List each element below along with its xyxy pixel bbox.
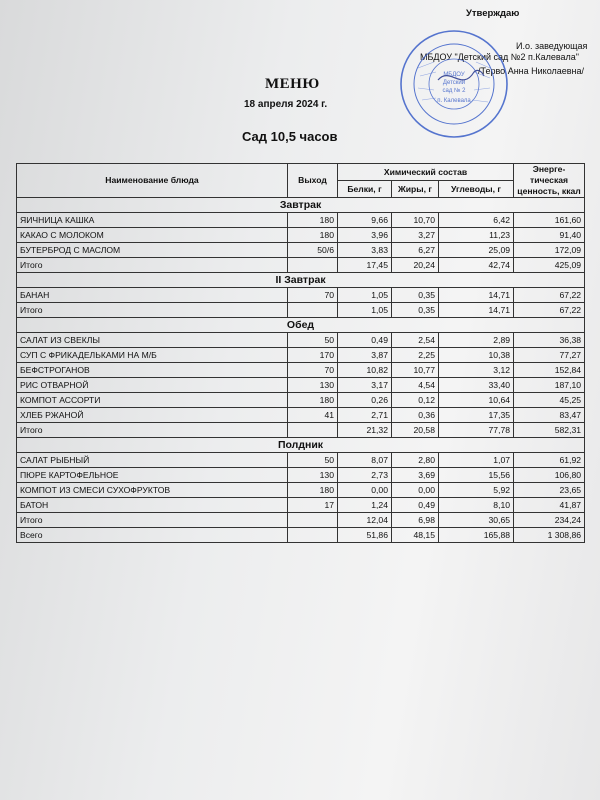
- total-row: [17, 303, 585, 318]
- section-title: II Завтрак: [17, 273, 585, 288]
- grand-total-row: [17, 528, 585, 543]
- dish-carbs: 3,12: [439, 363, 514, 378]
- dish-energy: 172,09: [514, 243, 585, 258]
- section-header-row: [17, 318, 585, 333]
- total-protein: 12,04: [338, 513, 392, 528]
- total-row: [17, 258, 585, 273]
- dish-fat: 4,54: [392, 378, 439, 393]
- table-row: [17, 228, 585, 243]
- table-row: [17, 393, 585, 408]
- dish-portion: 180: [288, 213, 338, 228]
- dish-name: СУП С ФРИКАДЕЛЬКАМИ НА М/Б: [17, 348, 288, 363]
- dish-portion: 180: [288, 393, 338, 408]
- total-energy: 582,31: [514, 423, 585, 438]
- col-header-energy: Энерге-тическая ценность, ккал: [514, 164, 585, 198]
- dish-energy: 67,22: [514, 288, 585, 303]
- dish-portion: 70: [288, 363, 338, 378]
- dish-name: БАТОН: [17, 498, 288, 513]
- dish-portion: 180: [288, 228, 338, 243]
- section-title: Полдник: [17, 438, 585, 453]
- dish-fat: 0,49: [392, 498, 439, 513]
- dish-energy: 61,92: [514, 453, 585, 468]
- total-portion-empty: [288, 423, 338, 438]
- dish-portion: 50: [288, 453, 338, 468]
- dish-energy: 91,40: [514, 228, 585, 243]
- dish-protein: 10,82: [338, 363, 392, 378]
- dish-fat: 0,36: [392, 408, 439, 423]
- dish-energy: 77,27: [514, 348, 585, 363]
- group-name: Сад 10,5 часов: [242, 129, 338, 144]
- dish-name: КАКАО С МОЛОКОМ: [17, 228, 288, 243]
- dish-protein: 9,66: [338, 213, 392, 228]
- grand-total-label: Всего: [17, 528, 288, 543]
- dish-fat: 2,25: [392, 348, 439, 363]
- col-header-chem: Химический состав: [338, 164, 514, 181]
- dish-protein: 2,73: [338, 468, 392, 483]
- dish-carbs: 33,40: [439, 378, 514, 393]
- dish-protein: 2,71: [338, 408, 392, 423]
- dish-name: САЛАТ РЫБНЫЙ: [17, 453, 288, 468]
- table-row: [17, 408, 585, 423]
- total-portion-empty: [288, 258, 338, 273]
- section-header-row: [17, 438, 585, 453]
- dish-protein: 3,17: [338, 378, 392, 393]
- grand-total-energy: 1 308,86: [514, 528, 585, 543]
- dish-fat: 0,35: [392, 288, 439, 303]
- dish-carbs: 10,64: [439, 393, 514, 408]
- total-fat: 6,98: [392, 513, 439, 528]
- dish-fat: 10,70: [392, 213, 439, 228]
- total-protein: 21,32: [338, 423, 392, 438]
- dish-name: БЕФСТРОГАНОВ: [17, 363, 288, 378]
- section-title: Завтрак: [17, 198, 585, 213]
- total-label: Итого: [17, 303, 288, 318]
- dish-protein: 0,00: [338, 483, 392, 498]
- stamp-text-1: МБДОУ: [443, 72, 465, 78]
- dish-protein: 3,83: [338, 243, 392, 258]
- dish-name: ПЮРЕ КАРТОФЕЛЬНОЕ: [17, 468, 288, 483]
- table-row: [17, 288, 585, 303]
- menu-table: [16, 163, 585, 543]
- section-header-row: [17, 273, 585, 288]
- table-row: [17, 378, 585, 393]
- dish-energy: 152,84: [514, 363, 585, 378]
- col-header-carbs: Углеводы, г: [439, 181, 514, 198]
- col-header-name: Наименование блюда: [17, 164, 288, 198]
- dish-name: САЛАТ ИЗ СВЕКЛЫ: [17, 333, 288, 348]
- total-portion-empty: [288, 513, 338, 528]
- total-portion-empty: [288, 303, 338, 318]
- approval-position: И.о. заведующая: [516, 41, 588, 51]
- dish-portion: 170: [288, 348, 338, 363]
- table-row: [17, 498, 585, 513]
- dish-protein: 1,05: [338, 288, 392, 303]
- dish-carbs: 25,09: [439, 243, 514, 258]
- total-row: [17, 423, 585, 438]
- menu-date: 18 апреля 2024 г.: [244, 99, 328, 110]
- dish-carbs: 17,35: [439, 408, 514, 423]
- dish-fat: 0,00: [392, 483, 439, 498]
- total-fat: 0,35: [392, 303, 439, 318]
- dish-carbs: 11,23: [439, 228, 514, 243]
- dish-portion: 50/6: [288, 243, 338, 258]
- stamp-text-4: п. Калевала: [437, 98, 471, 104]
- dish-fat: 0,12: [392, 393, 439, 408]
- total-protein: 1,05: [338, 303, 392, 318]
- dish-carbs: 2,89: [439, 333, 514, 348]
- dish-portion: 17: [288, 498, 338, 513]
- table-row: [17, 333, 585, 348]
- dish-fat: 3,27: [392, 228, 439, 243]
- dish-protein: 1,24: [338, 498, 392, 513]
- dish-protein: 3,87: [338, 348, 392, 363]
- total-energy: 234,24: [514, 513, 585, 528]
- total-fat: 20,58: [392, 423, 439, 438]
- stamp-text-3: сад № 2: [442, 88, 466, 94]
- grand-total-portion-empty: [288, 528, 338, 543]
- table-row: [17, 213, 585, 228]
- total-energy: 425,09: [514, 258, 585, 273]
- dish-name: ЯИЧНИЦА КАШКА: [17, 213, 288, 228]
- dish-portion: 70: [288, 288, 338, 303]
- dish-energy: 161,60: [514, 213, 585, 228]
- dish-carbs: 1,07: [439, 453, 514, 468]
- dish-portion: 130: [288, 468, 338, 483]
- dish-carbs: 10,38: [439, 348, 514, 363]
- dish-carbs: 14,71: [439, 288, 514, 303]
- dish-name: БАНАН: [17, 288, 288, 303]
- approval-person: /Терво Анна Николаевна/: [478, 66, 585, 76]
- dish-protein: 3,96: [338, 228, 392, 243]
- total-energy: 67,22: [514, 303, 585, 318]
- table-row: [17, 453, 585, 468]
- dish-fat: 3,69: [392, 468, 439, 483]
- dish-portion: 41: [288, 408, 338, 423]
- dish-protein: 0,49: [338, 333, 392, 348]
- dish-energy: 23,65: [514, 483, 585, 498]
- dish-carbs: 8,10: [439, 498, 514, 513]
- table-row: [17, 348, 585, 363]
- dish-energy: 83,47: [514, 408, 585, 423]
- section-title: Обед: [17, 318, 585, 333]
- dish-portion: 130: [288, 378, 338, 393]
- total-label: Итого: [17, 423, 288, 438]
- page-title: МЕНЮ: [265, 76, 320, 92]
- dish-name: КОМПОТ АССОРТИ: [17, 393, 288, 408]
- grand-total-fat: 48,15: [392, 528, 439, 543]
- dish-fat: 6,27: [392, 243, 439, 258]
- total-carbs: 77,78: [439, 423, 514, 438]
- dish-energy: 106,80: [514, 468, 585, 483]
- dish-carbs: 6,42: [439, 213, 514, 228]
- section-header-row: [17, 198, 585, 213]
- dish-name: КОМПОТ ИЗ СМЕСИ СУХОФРУКТОВ: [17, 483, 288, 498]
- menu-table-body: [17, 198, 585, 543]
- grand-total-protein: 51,86: [338, 528, 392, 543]
- dish-energy: 36,38: [514, 333, 585, 348]
- dish-protein: 0,26: [338, 393, 392, 408]
- dish-fat: 2,54: [392, 333, 439, 348]
- total-row: [17, 513, 585, 528]
- dish-fat: 2,80: [392, 453, 439, 468]
- dish-protein: 8,07: [338, 453, 392, 468]
- dish-portion: 50: [288, 333, 338, 348]
- table-row: [17, 243, 585, 258]
- total-carbs: 42,74: [439, 258, 514, 273]
- total-fat: 20,24: [392, 258, 439, 273]
- total-carbs: 14,71: [439, 303, 514, 318]
- dish-fat: 10,77: [392, 363, 439, 378]
- total-protein: 17,45: [338, 258, 392, 273]
- col-header-fat: Жиры, г: [392, 181, 439, 198]
- official-stamp: [398, 28, 510, 140]
- dish-energy: 45,25: [514, 393, 585, 408]
- total-label: Итого: [17, 258, 288, 273]
- table-row: [17, 468, 585, 483]
- stamp-text-2: Детский: [442, 80, 466, 86]
- dish-carbs: 5,92: [439, 483, 514, 498]
- total-label: Итого: [17, 513, 288, 528]
- dish-name: БУТЕРБРОД С МАСЛОМ: [17, 243, 288, 258]
- total-carbs: 30,65: [439, 513, 514, 528]
- dish-portion: 180: [288, 483, 338, 498]
- dish-name: ХЛЕБ РЖАНОЙ: [17, 408, 288, 423]
- col-header-protein: Белки, г: [338, 181, 392, 198]
- dish-carbs: 15,56: [439, 468, 514, 483]
- approval-heading: Утверждаю: [466, 8, 520, 19]
- dish-energy: 187,10: [514, 378, 585, 393]
- table-row: [17, 483, 585, 498]
- col-header-portion: Выход: [288, 164, 338, 198]
- approval-organization: МБДОУ "Детский сад №2 п.Калевала": [420, 52, 579, 62]
- dish-energy: 41,87: [514, 498, 585, 513]
- dish-name: РИС ОТВАРНОЙ: [17, 378, 288, 393]
- grand-total-carbs: 165,88: [439, 528, 514, 543]
- table-row: [17, 363, 585, 378]
